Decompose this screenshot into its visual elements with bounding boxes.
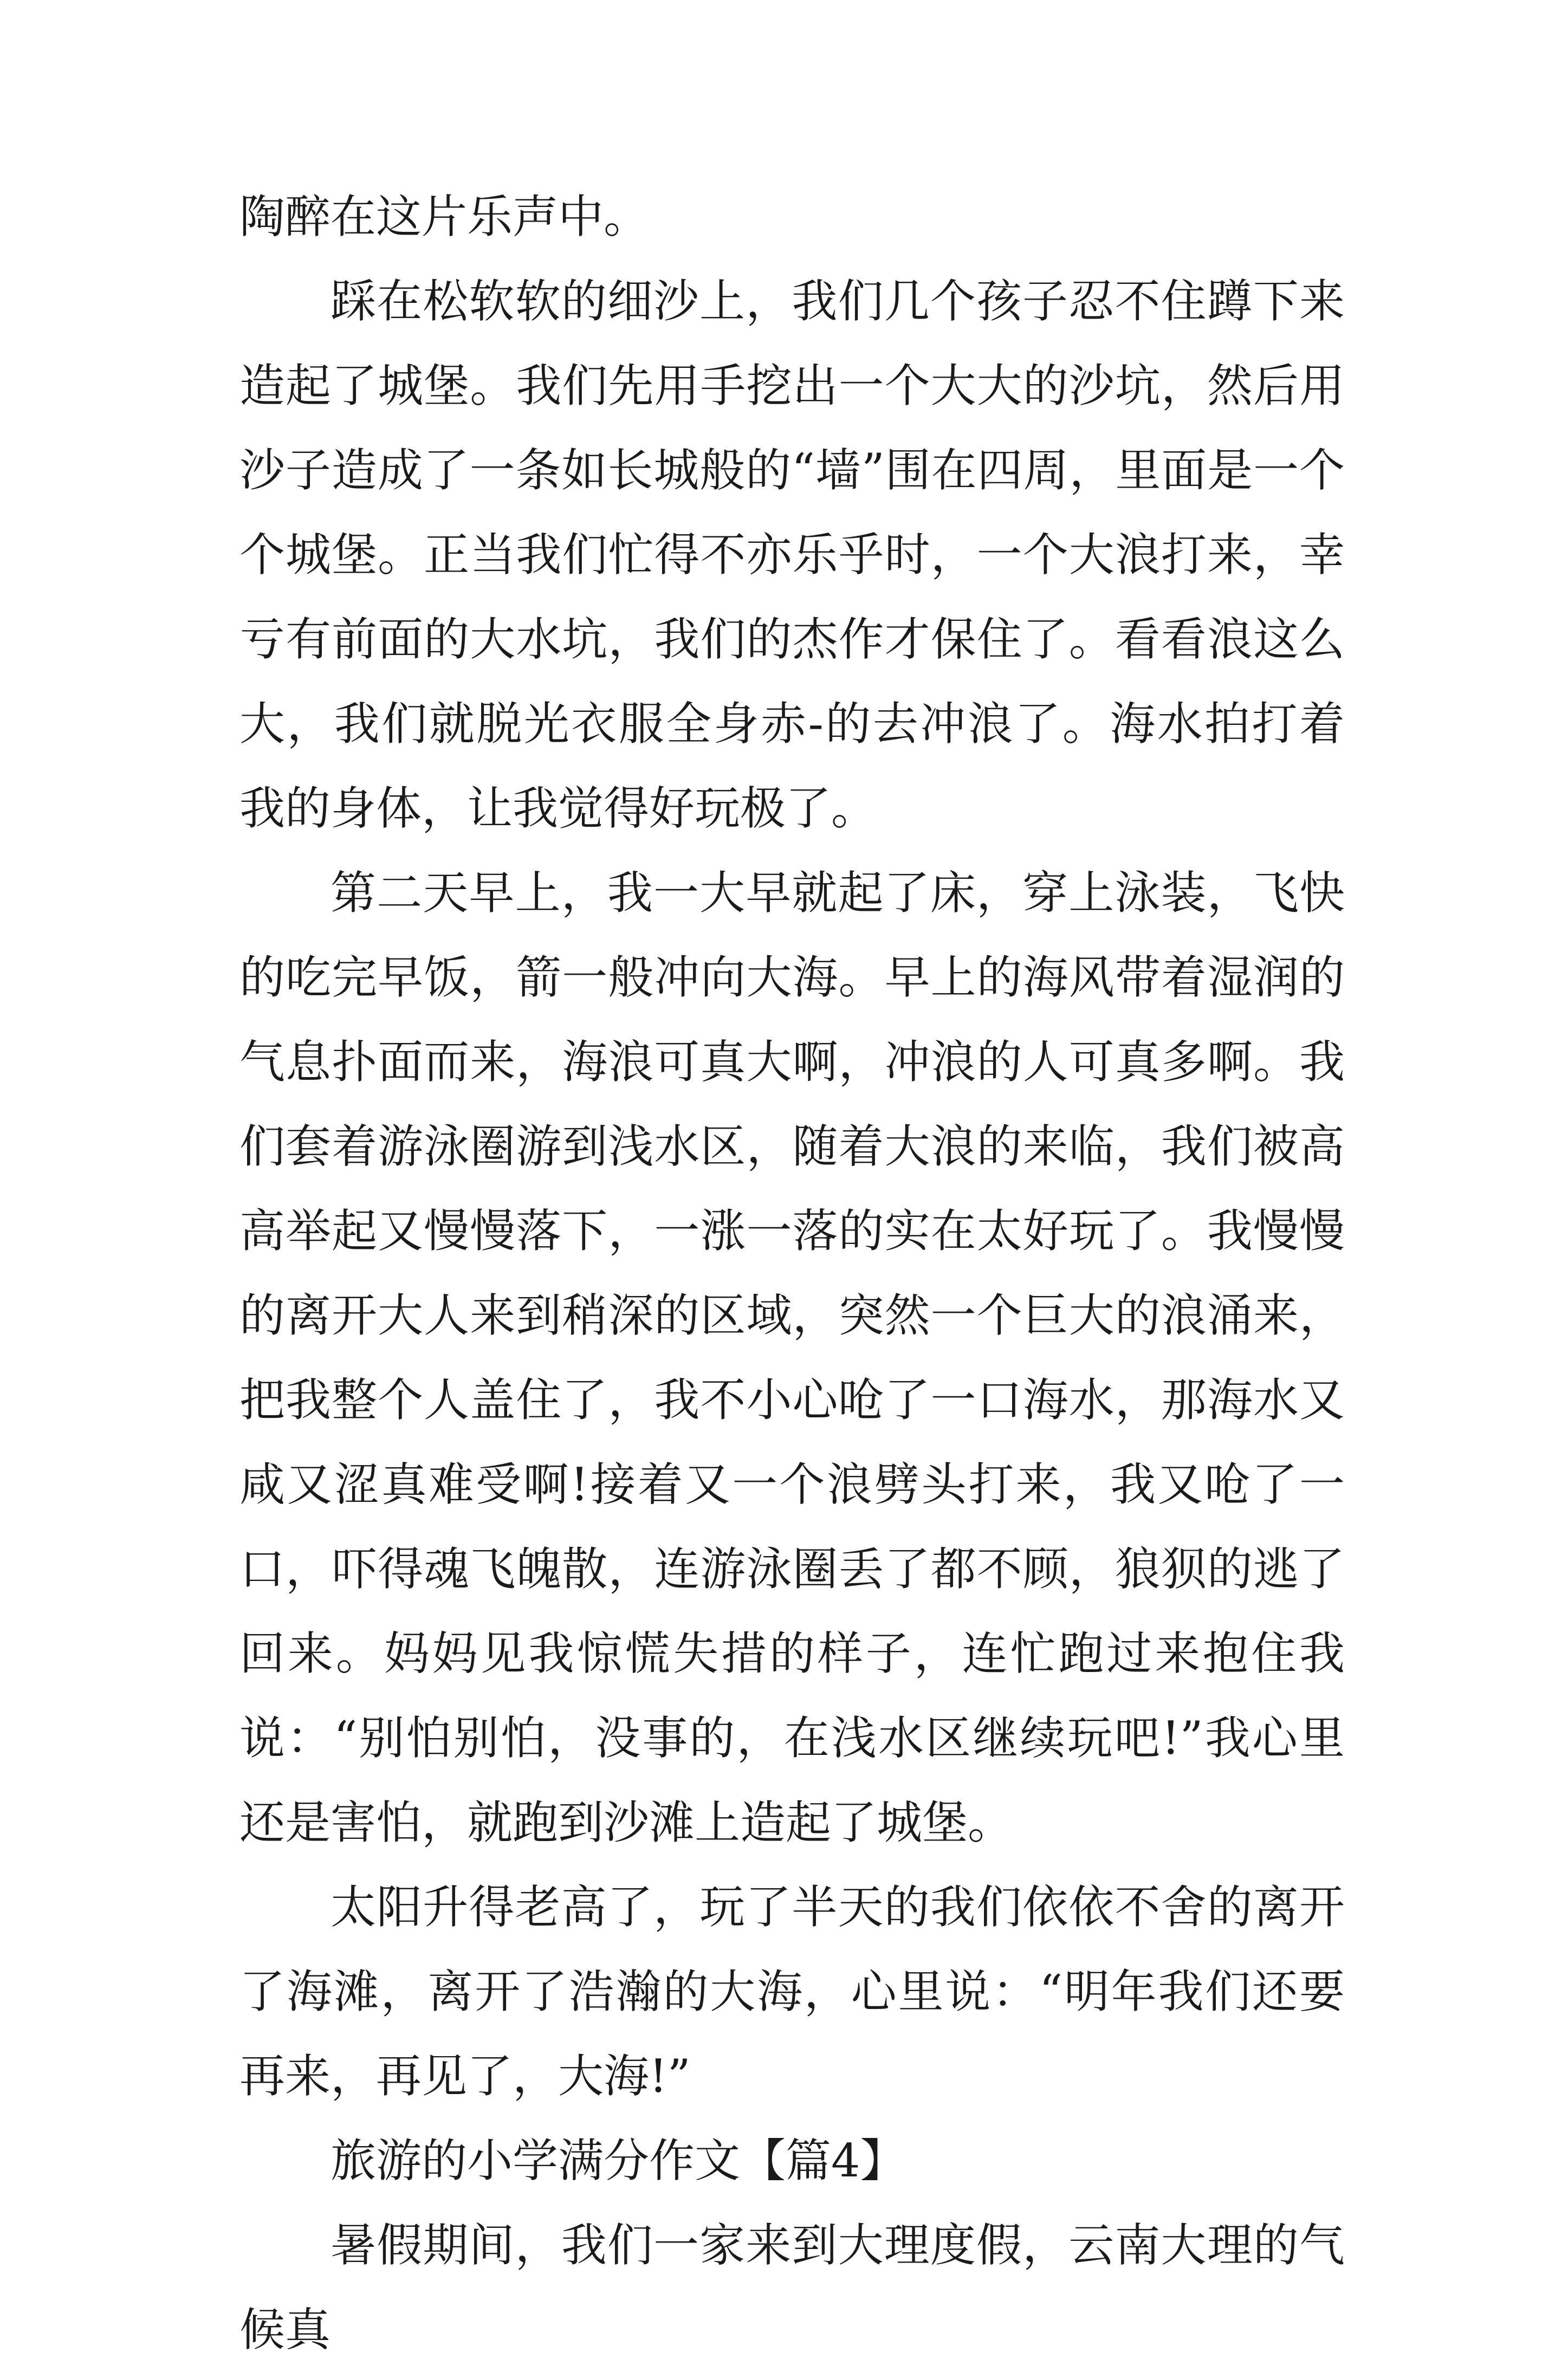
paragraph-sandcastle: 踩在松软软的细沙上，我们几个孩子忍不住蹲下来造起了城堡。我们先用手挖出一个大大的沙坑，然后用沙子造成了一条如长城般的“墙”围在四周，里面是一个个城堡。正当我们忙得不亦乐乎时，一个大浪打来，幸亏有前面的大水坑，我们的杰作才保住了。看看浪这么大，我们就脱光衣服全身赤-的去冲浪了。海水拍打着我的身体，让我觉得好玩极了。 xyxy=(239,275,1345,835)
section-heading: 旅游的小学满分作文【篇4】 xyxy=(331,2134,906,2187)
paragraph-dali: 暑假期间，我们一家来到大理度假，云南大理的气候真 xyxy=(239,2219,1345,2356)
paragraph-farewell: 太阳升得老高了，玩了半天的我们依依不舍的离开了海滩，离开了浩瀚的大海，心里说：“明年我们还要再来，再见了，大海!” xyxy=(239,1881,1345,2103)
paragraph-continuation: 陶醉在这片乐声中。 xyxy=(239,190,650,243)
paragraph-second-day: 第二天早上，我一大早就起了床，穿上泳装，飞快的吃完早饭，箭一般冲向大海。早上的海风带着湿润的气息扑面而来，海浪可真大啊，冲浪的人可真多啊。我们套着游泳圈游到浅水区，随着大浪的来临，我们被高高举起又慢慢落下，一涨一落的实在太好玩了。我慢慢的离开大人来到稍深的区域，突然一个巨大的浪涌来，把我整个人盖住了，我不小心呛了一口海水，那海水又咸又涩真难受啊!接着又一个浪劈头打来，我又呛了一口，吓得魂飞魄散，连游泳圈丢了都不顾，狼狈的逃了回来。妈妈见我惊慌失措的样子，连忙跑过来抱住我说：“别怕别怕，没事的，在浅水区继续玩吧!”我心里还是害怕，就跑到沙滩上造起了城堡。 xyxy=(239,866,1345,1849)
document-body xyxy=(239,174,1345,2372)
